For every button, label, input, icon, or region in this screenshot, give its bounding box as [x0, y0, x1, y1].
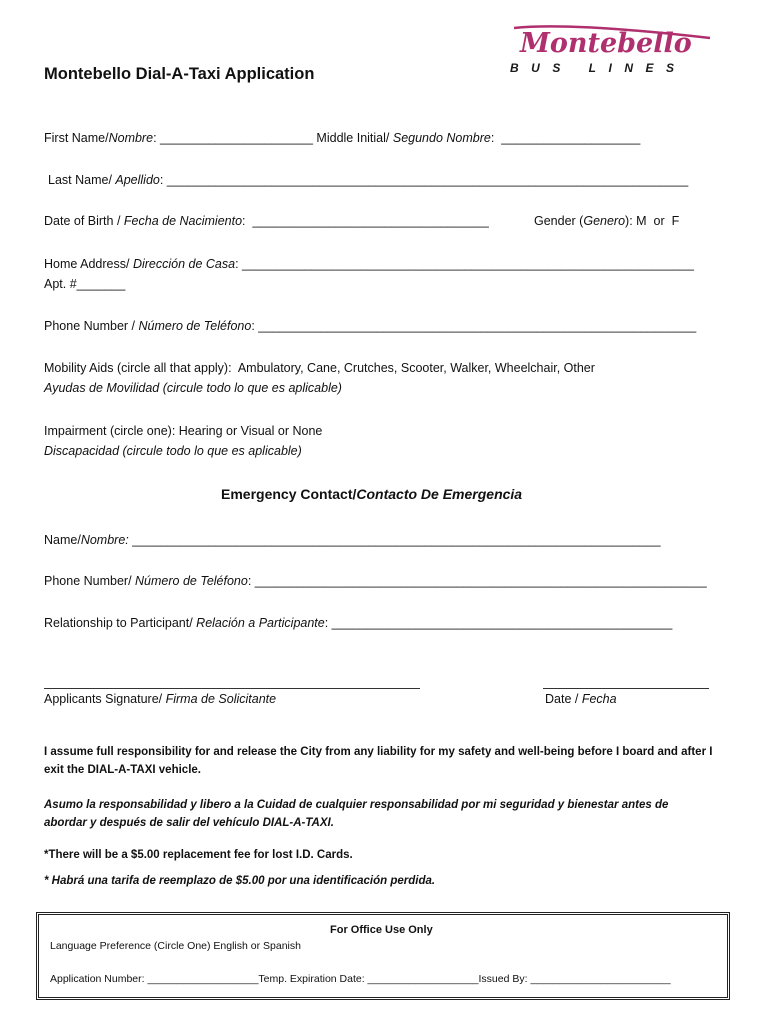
montebello-logo: [510, 24, 720, 84]
impairment-options[interactable]: Impairment (circle one): Hearing or Visual or None: [44, 424, 323, 438]
signature-label: Applicants Signature/ Firma de Solicitante: [44, 692, 277, 706]
relationship-row[interactable]: Relationship to Participant/ Relación a Participante: _________________________________________________: [44, 616, 673, 630]
emergency-phone-row[interactable]: Phone Number/ Número de Teléfono: _________________________________________________________________: [44, 574, 707, 588]
last-name-row[interactable]: Last Name/ Apellido: ___________________________________________________________________________: [48, 173, 689, 187]
emergency-contact-heading: Emergency Contact/Contacto De Emergencia: [221, 486, 523, 502]
page-title: Montebello Dial-A-Taxi Application: [44, 65, 315, 83]
application-number-field[interactable]: Application Number: ___________________Temp. Expiration Date: ___________________Issued By: ________________________: [50, 973, 671, 985]
date-label: Date / Fecha: [545, 692, 617, 706]
home-address-row[interactable]: Home Address/ Dirección de Casa: _________________________________________________________________: [44, 257, 694, 271]
mobility-aids-spanish: Ayudas de Movilidad (circule todo lo que es aplicable): [44, 381, 342, 395]
logo-subtitle: BUS LINES: [510, 61, 687, 75]
liability-notice: I assume full responsibility for and release the City from any liability for my safety and well-being before I board and after I exit the DIAL-A-TAXI vehicle.: [44, 746, 713, 776]
mobility-aids-options[interactable]: Mobility Aids (circle all that apply): Ambulatory, Cane, Crutches, Scooter, Walker, Wheelchair, Other: [44, 361, 595, 375]
language-preference[interactable]: Language Preference (Circle One) English or Spanish: [50, 940, 301, 952]
first-name-row[interactable]: First Name/Nombre: ______________________ Middle Initial/ Segundo Nombre: ____________________: [44, 131, 641, 145]
phone-number-row[interactable]: Phone Number / Número de Teléfono: _______________________________________________________________: [44, 319, 697, 333]
liability-notice-spanish: Asumo la responsabilidad y libero a la Cuidad de cualquier responsabilidad por mi seguridad y bienestar antes de abordar y después de salir del vehículo DIAL-A-TAXI.: [44, 799, 669, 829]
gender-row[interactable]: Gender (Genero): M or F: [534, 214, 680, 228]
fee-notice: *There will be a $5.00 replacement fee for lost I.D. Cards.: [44, 849, 353, 861]
logo-script-icon: [510, 24, 715, 60]
office-use-heading: For Office Use Only: [330, 924, 433, 936]
emergency-name-row[interactable]: Name/Nombre: ____________________________________________________________________________: [44, 533, 661, 547]
date-line[interactable]: [543, 688, 709, 689]
office-use-box: [36, 912, 730, 1000]
logo-script-text: Montebello: [520, 28, 692, 59]
date-of-birth-row[interactable]: Date of Birth / Fecha de Nacimiento: __________________________________: [44, 214, 489, 228]
apartment-field[interactable]: Apt. #_______: [44, 277, 126, 291]
fee-notice-spanish: * Habrá una tarifa de reemplazo de $5.00 por una identificación perdida.: [44, 875, 436, 887]
signature-line[interactable]: [44, 688, 420, 689]
impairment-spanish: Discapacidad (circule todo lo que es aplicable): [44, 444, 302, 458]
